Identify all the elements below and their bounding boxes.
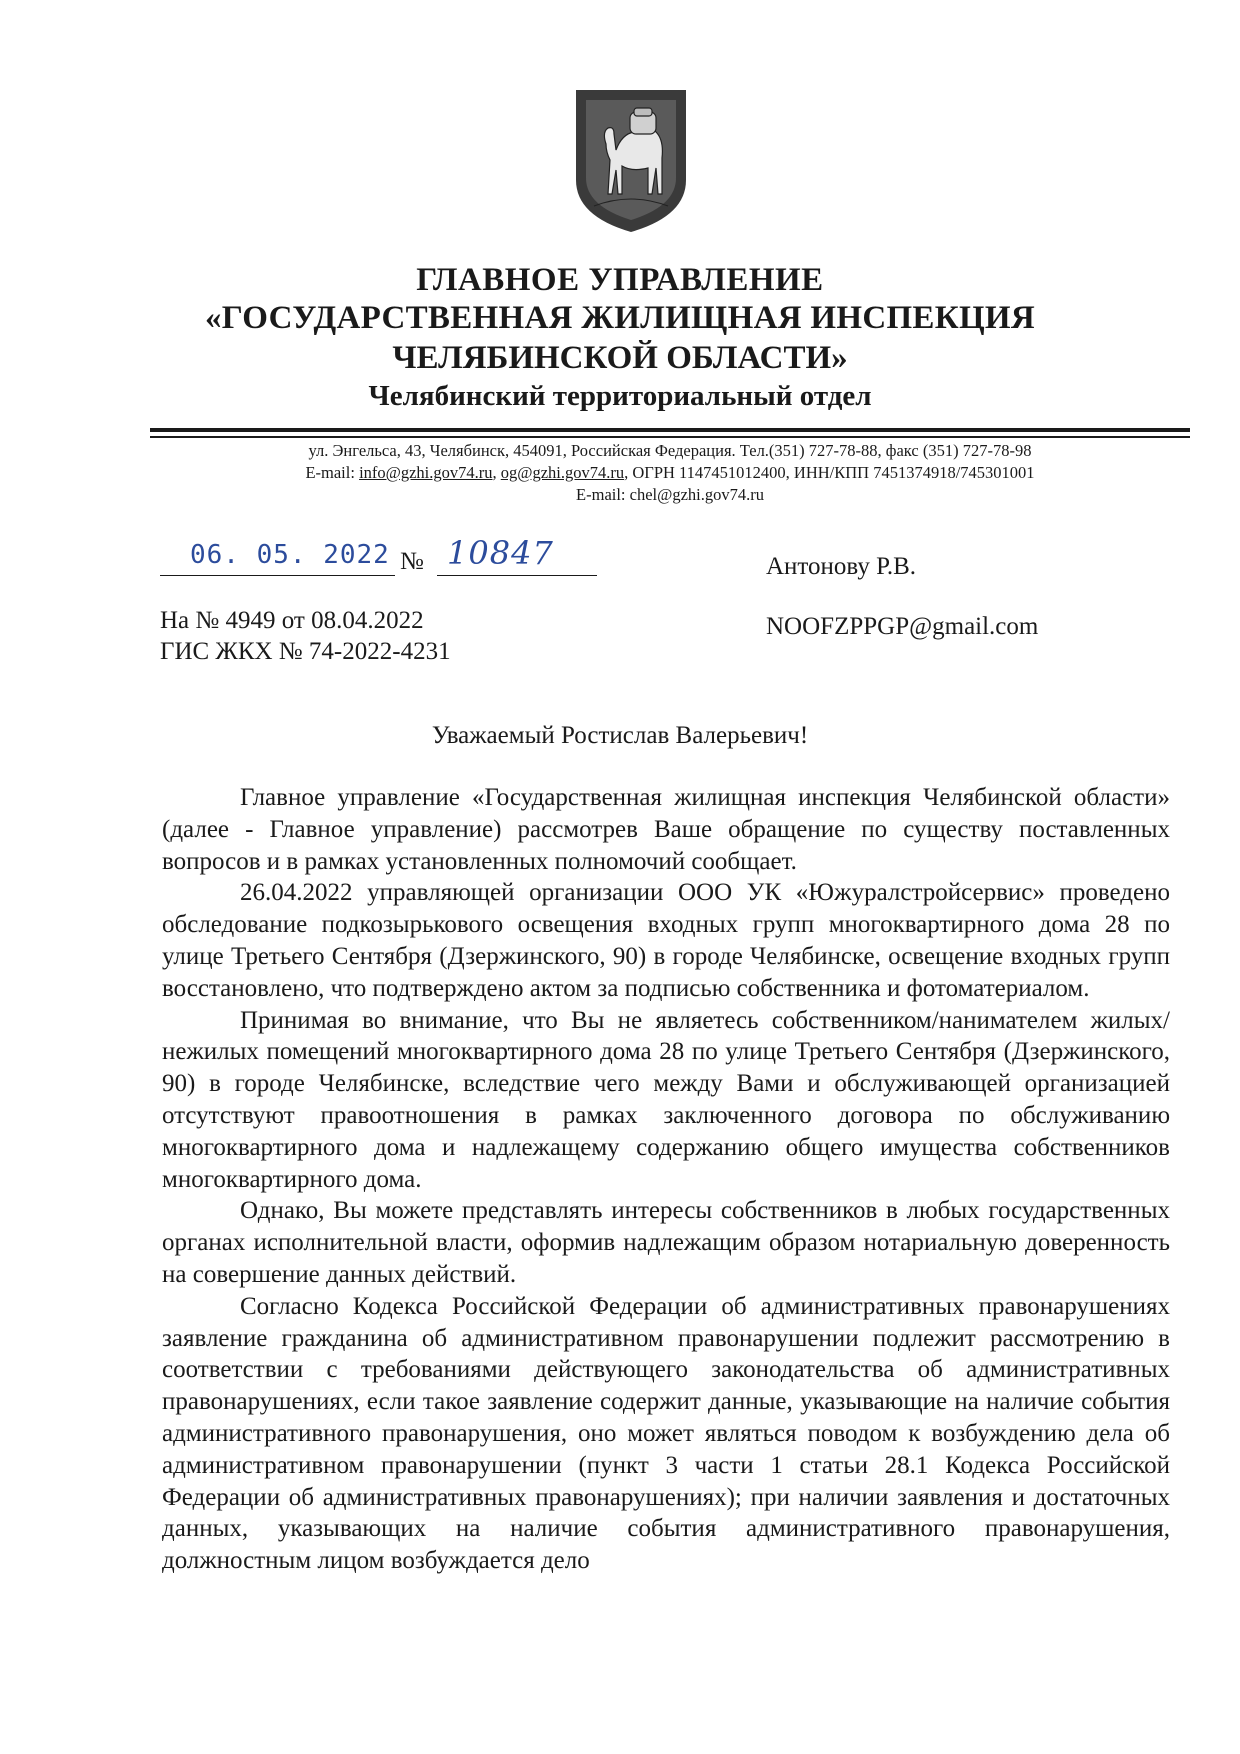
agency-title-line-2: «ГОСУДАРСТВЕННАЯ ЖИЛИЩНАЯ ИНСПЕКЦИЯ <box>204 300 1036 336</box>
email-prefix: E-mail: <box>305 463 355 482</box>
reference-gis-number: ГИС ЖКХ № 74-2022-4231 <box>160 638 451 665</box>
header-divider-thin <box>150 436 1190 438</box>
contacts-line: E-mail: info@gzhi.gov74.ru, og@gzhi.gov74.ru, ОГРН 1147451012400, ИНН/КПП 7451374918/745301001 <box>305 463 1035 482</box>
paragraph: Главное управление «Государственная жилищная инспекция Челябинской области» (далее - Главное управление) рассмотрев Ваше обращение по существу поставленных вопросов и в рамках установленных полномочий сообщает. <box>162 784 1170 875</box>
recipient-email: NOOFZPPGP@gmail.com <box>766 613 1039 640</box>
department-name: Челябинский территориальный отдел <box>368 380 872 412</box>
letter-body <box>162 782 1170 1577</box>
registration-date-stamp: 06. 05. 2022 <box>190 540 390 570</box>
paragraph: Однако, Вы можете представлять интересы собственников в любых государственных органах исполнительной власти, оформив надлежащим образом нотариальную доверенность на совершение данных действий. <box>162 1197 1170 1288</box>
number-underline <box>437 575 597 576</box>
paragraph: Согласно Кодекса Российской Федерации об административных правонарушениях заявление гражданина об административном правонарушении подлежит рассмотрению в соответствии с требованиями действующего законодательства об административных правонарушениях, если такое заявление содержит данные, указывающие на наличие события административного правонарушения, оно может являться поводом к возбуждению дела об административном правонарушении (пункт 3 части 1 статьи 28.1 Кодекса Российской Федерации об административных правонарушениях); при наличии заявления и достаточных данных, указывающих на наличие события административного правонарушения, должностным лицом возбуждается дело <box>162 1292 1170 1575</box>
recipient-name: Антонову Р.В. <box>766 553 917 580</box>
registration-number-handwritten: 10847 <box>447 534 554 572</box>
coat-of-arms-camel-icon <box>572 88 690 234</box>
address-line: ул. Энгельса, 43, Челябинск, 454091, Российская Федерация. Тел.(351) 727-78-88, факс (351) 727-78-98 <box>308 441 1032 460</box>
requisites: , ОГРН 1147451012400, ИНН/КПП 7451374918/745301001 <box>624 463 1035 482</box>
header-divider-thick <box>150 428 1190 432</box>
email-link-og[interactable]: og@gzhi.gov74.ru <box>500 463 625 482</box>
email-link-info[interactable]: info@gzhi.gov74.ru <box>359 463 493 482</box>
agency-title-line-1: ГЛАВНОЕ УПРАВЛЕНИЕ <box>416 262 824 298</box>
reference-incoming-number: На № 4949 от 08.04.2022 <box>160 607 424 634</box>
number-label: № <box>400 548 424 575</box>
agency-title-line-3: ЧЕЛЯБИНСКОЙ ОБЛАСТИ» <box>392 340 848 376</box>
salutation: Уважаемый Ростислав Валерьевич! <box>431 722 809 749</box>
paragraph: Принимая во внимание, что Вы не являетесь собственником/нанимателем жилых/нежилых помещений многоквартирного дома 28 по улице Третьего Сентября (Дзержинского, 90) в городе Челябинске, вследствие чего между Вами и обслуживающей организацией отсутствуют правоотношения в рамках заключенного договора по обслуживанию многоквартирного дома и надлежащему содержанию общего имущества собственников многоквартирного дома. <box>162 1006 1170 1193</box>
date-underline <box>160 575 395 576</box>
paragraph: 26.04.2022 управляющей организации ООО УК «Южуралстройсервис» проведено обследование подкозырькового освещения входных групп многоквартирного дома 28 по улице Третьего Сентября (Дзержинского, 90) в городе Челябинске, освещение входных групп восстановлено, что подтверждено актом за подписью собственника и фотоматериалом. <box>162 879 1170 1002</box>
department-email: E-mail: chel@gzhi.gov74.ru <box>576 485 764 504</box>
